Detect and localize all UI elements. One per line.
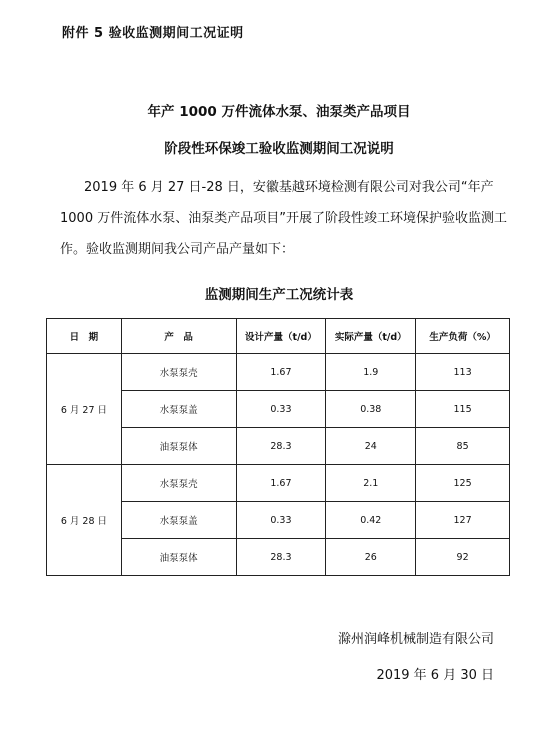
- product-cell: 水泵泵盖: [121, 502, 236, 539]
- table-header-row: [47, 319, 510, 354]
- document-title: 阶段性环保竣工验收监测期间工况说明: [164, 141, 394, 157]
- load-cell: 92: [416, 539, 510, 576]
- header-product: 产 品: [121, 319, 236, 354]
- intro-paragraph: [60, 172, 520, 265]
- load-cell: 125: [416, 465, 510, 502]
- design-cell: 28.3: [236, 539, 326, 576]
- intro-paragraph-text: 2019 年 6 月 27 日-28 日，安徽基越环境检测有限公司对我公司“年产 1000 万件流体水泵、油泵类产品项目”开展了阶段性竣工环境保护验收监测工作。验收监测期间我公司产品产量如下：: [60, 180, 507, 257]
- actual-cell: 26: [326, 539, 416, 576]
- actual-cell: 0.38: [326, 391, 416, 428]
- product-cell: 水泵泵壳: [121, 354, 236, 391]
- table-title: 监测期间生产工况统计表: [204, 287, 354, 303]
- design-cell: 1.67: [236, 465, 326, 502]
- project-title: 年产 1000 万件流体水泵、油泵类产品项目: [147, 104, 411, 120]
- product-cell: 水泵泵盖: [121, 391, 236, 428]
- company-name: 滁州润峰机械制造有限公司: [337, 632, 494, 647]
- actual-cell: 0.42: [326, 502, 416, 539]
- actual-cell: 2.1: [326, 465, 416, 502]
- header-actual-output: 实际产量（t/d）: [326, 319, 416, 354]
- load-cell: 115: [416, 391, 510, 428]
- actual-cell: 1.9: [326, 354, 416, 391]
- sign-date: 2019 年 6 月 30 日: [376, 668, 494, 683]
- design-cell: 28.3: [236, 428, 326, 465]
- actual-cell: 24: [326, 428, 416, 465]
- date-cell: 6 月 28 日: [47, 465, 122, 576]
- design-cell: 0.33: [236, 391, 326, 428]
- load-cell: 127: [416, 502, 510, 539]
- production-stats-table: [46, 318, 510, 576]
- date-cell: 6 月 27 日: [47, 354, 122, 465]
- header-design-output: 设计产量（t/d）: [236, 319, 326, 354]
- product-cell: 油泵泵体: [121, 539, 236, 576]
- table-row: [47, 354, 510, 391]
- attachment-label: 附件 5 验收监测期间工况证明: [62, 26, 244, 41]
- load-cell: 113: [416, 354, 510, 391]
- table-row: [47, 465, 510, 502]
- header-production-load: 生产负荷（%）: [416, 319, 510, 354]
- product-cell: 油泵泵体: [121, 428, 236, 465]
- load-cell: 85: [416, 428, 510, 465]
- design-cell: 1.67: [236, 354, 326, 391]
- design-cell: 0.33: [236, 502, 326, 539]
- product-cell: 水泵泵壳: [121, 465, 236, 502]
- header-date: 日 期: [47, 319, 122, 354]
